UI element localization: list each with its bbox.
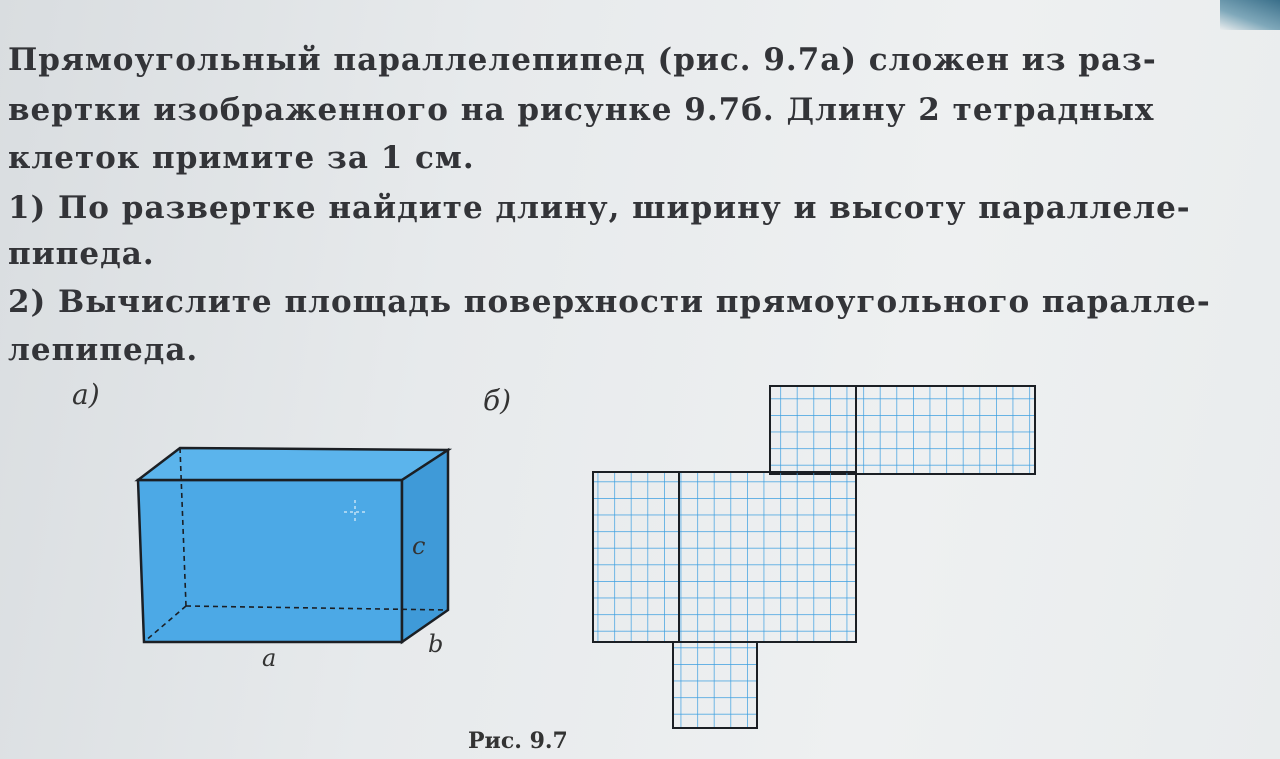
net-center-face [679, 472, 856, 642]
net-top-strip [770, 386, 1035, 474]
edge-c-label: c [412, 532, 426, 560]
problem-line-5: пипеда. [8, 236, 155, 272]
edge-a-label: a [262, 644, 277, 672]
figure-caption: Рис. 9.7 [468, 728, 568, 754]
net-bottom-face [673, 642, 757, 728]
net-left-face [593, 472, 679, 642]
problem-line-7: лепипеда. [8, 332, 199, 368]
problem-line-2: вертки изображенного на рисунке 9.7б. Длину 2 тетрадных [8, 92, 1155, 128]
figure-b-label: б) [483, 384, 512, 417]
problem-line-1: Прямоугольный параллелепипед (рис. 9.7а) сложен из раз- [8, 42, 1157, 78]
problem-line-4: 1) По развертке найдите длину, ширину и высоту параллеле- [8, 190, 1191, 226]
edge-b-label: b [428, 630, 444, 658]
problem-line-6: 2) Вычислите площадь поверхности прямоугольного паралле- [8, 284, 1211, 320]
figure-a-label: а) [72, 378, 100, 411]
problem-line-3: клеток примите за 1 см. [8, 140, 475, 176]
